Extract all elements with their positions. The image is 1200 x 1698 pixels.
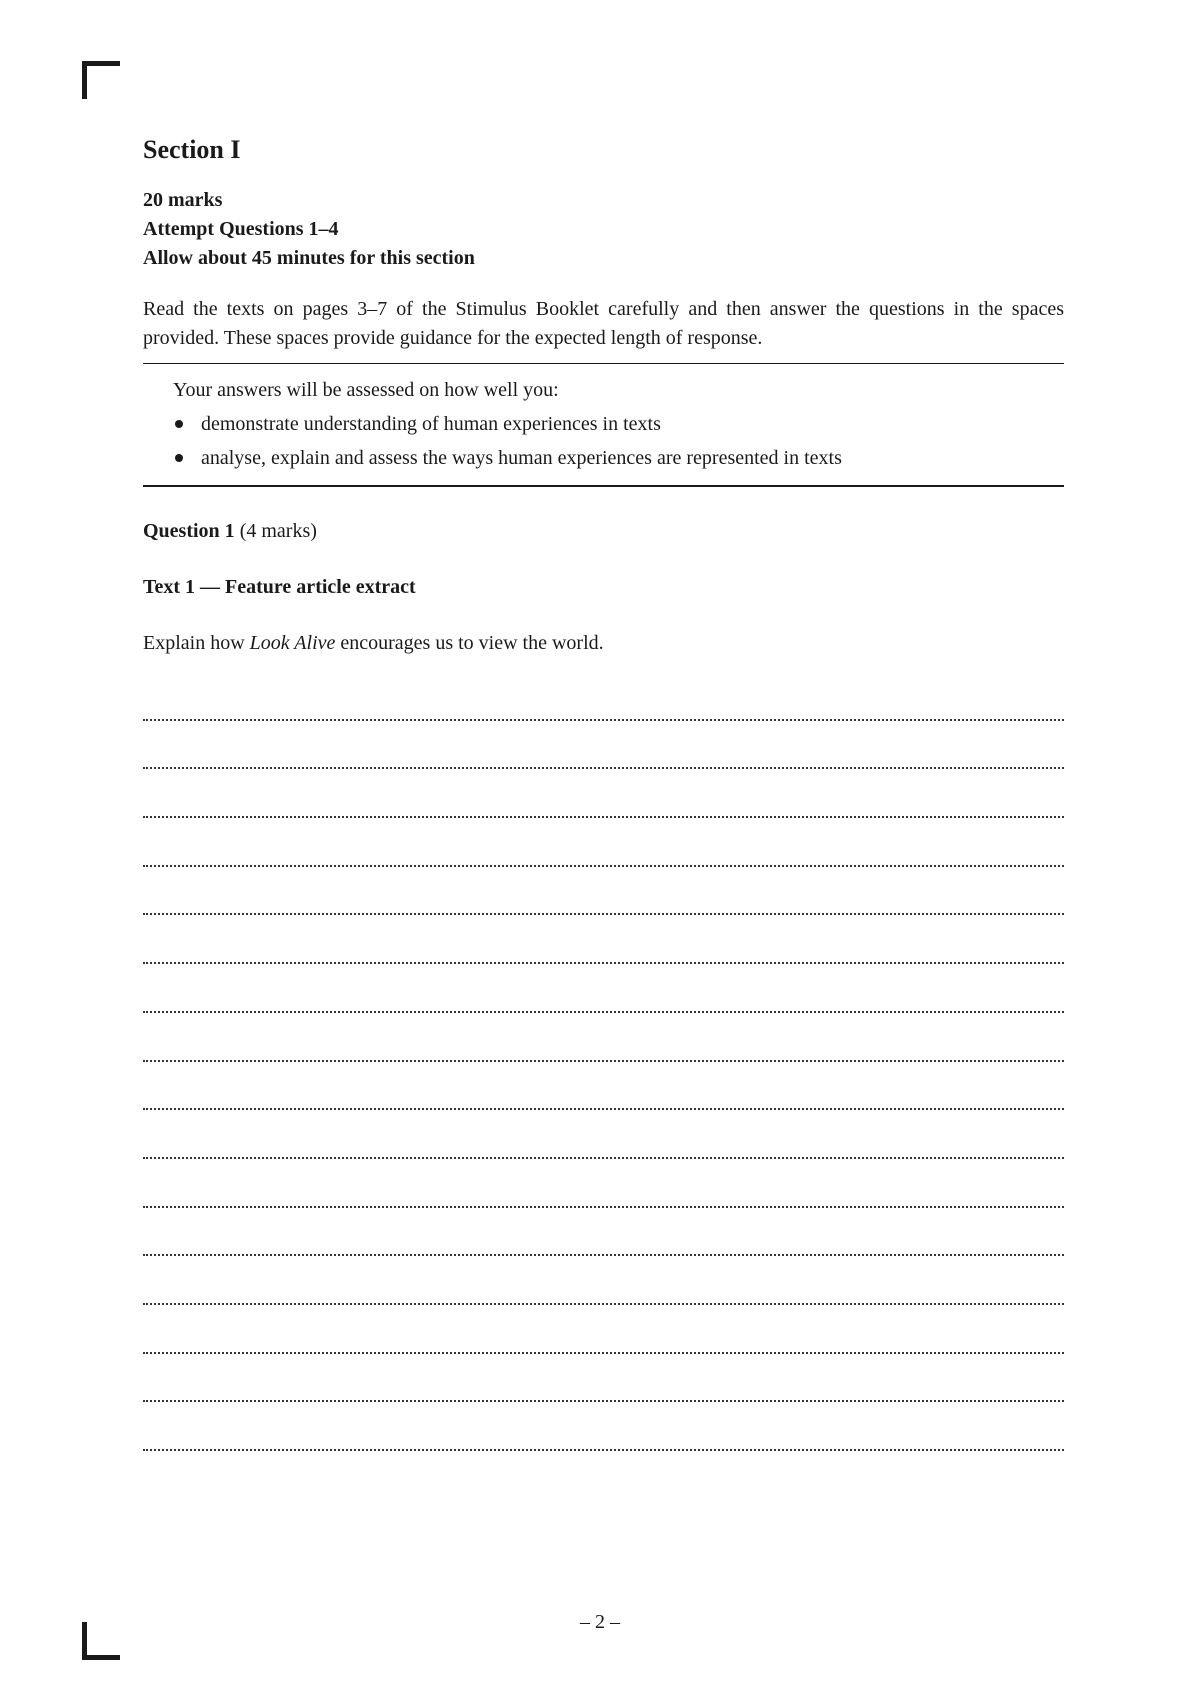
assessment-criterion-text: demonstrate understanding of human experiences in texts xyxy=(201,413,661,435)
section-title: Section I xyxy=(143,135,241,164)
assessment-criterion xyxy=(173,407,1064,441)
bullet-icon xyxy=(175,420,183,428)
bullet-icon xyxy=(175,454,183,462)
answer-line[interactable] xyxy=(143,1062,1064,1111)
answer-line[interactable] xyxy=(143,1402,1064,1451)
text-heading: Text 1 — Feature article extract xyxy=(143,576,416,598)
answer-line[interactable] xyxy=(143,1110,1064,1159)
section-instructions: Read the texts on pages 3–7 of the Stimulus Booklet carefully and then answer the questions in the spaces provided. These spaces provide guidance for the expected length of response. xyxy=(143,298,1064,349)
answer-line[interactable] xyxy=(143,769,1064,818)
assessment-criteria-box xyxy=(143,363,1064,487)
answer-line[interactable] xyxy=(143,1013,1064,1062)
prompt-text-title: Look Alive xyxy=(249,632,336,654)
assessment-criterion xyxy=(173,441,1064,475)
section-attempt: Attempt Questions 1–4 xyxy=(143,218,339,240)
answer-line[interactable] xyxy=(143,867,1064,916)
question-prompt xyxy=(143,629,1064,658)
answer-line[interactable] xyxy=(143,1208,1064,1257)
answer-line[interactable] xyxy=(143,915,1064,964)
question-heading xyxy=(143,517,1064,546)
answer-line[interactable] xyxy=(143,1354,1064,1403)
answer-line[interactable] xyxy=(143,818,1064,867)
section-meta xyxy=(143,186,1064,273)
question-marks: (4 marks) xyxy=(239,520,317,542)
question-label: Question 1 xyxy=(143,520,235,542)
assessment-criterion-text: analyse, explain and assess the ways human experiences are represented in texts xyxy=(201,447,842,469)
prompt-text-after: encourages us to view the world. xyxy=(335,632,604,654)
section-time: Allow about 45 minutes for this section xyxy=(143,247,475,269)
answer-line[interactable] xyxy=(143,1159,1064,1208)
answer-line[interactable] xyxy=(143,1256,1064,1305)
assessment-intro: Your answers will be assessed on how well you: xyxy=(173,379,559,401)
section-marks: 20 marks xyxy=(143,189,223,211)
prompt-text-before: Explain how xyxy=(143,632,250,654)
crop-mark-top xyxy=(82,61,120,99)
answer-line[interactable] xyxy=(143,721,1064,770)
answer-space[interactable] xyxy=(143,672,1064,1451)
answer-line[interactable] xyxy=(143,672,1064,721)
page-number: – 2 – xyxy=(580,1611,620,1633)
exam-page-content xyxy=(143,130,1064,1451)
assessment-criteria-list xyxy=(173,407,1064,475)
answer-line[interactable] xyxy=(143,964,1064,1013)
answer-line[interactable] xyxy=(143,1305,1064,1354)
